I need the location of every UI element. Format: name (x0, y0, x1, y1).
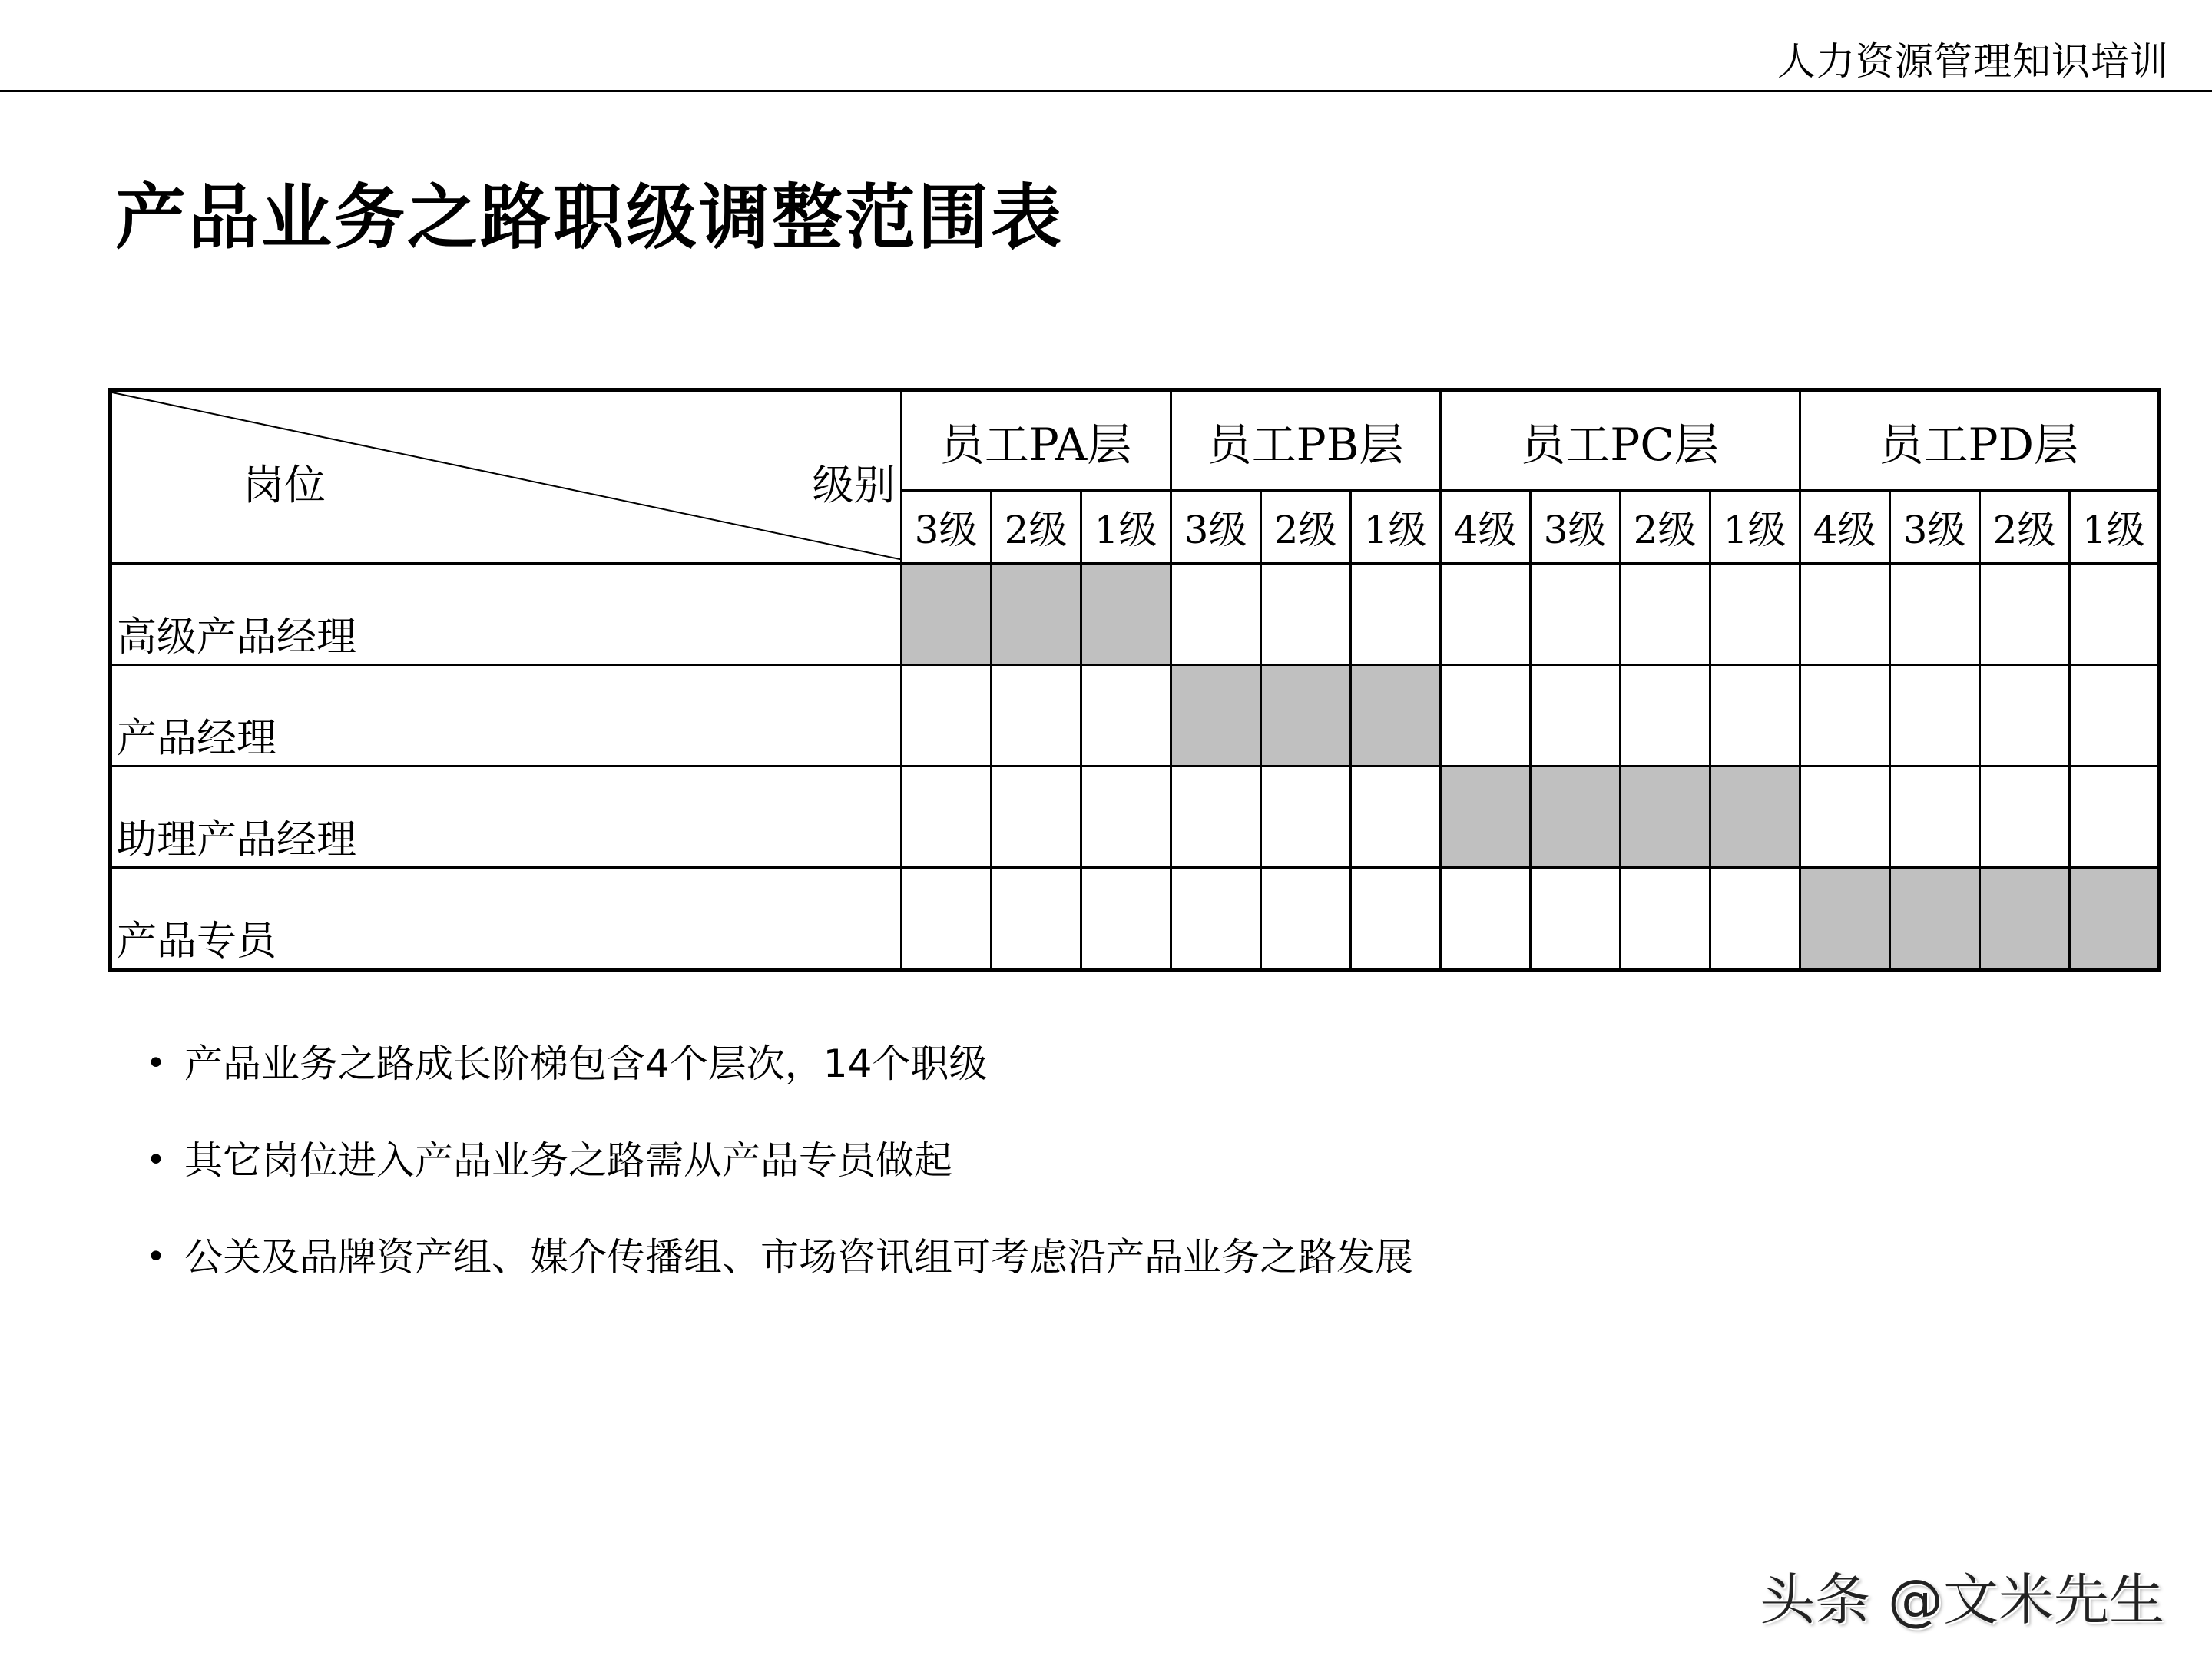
grade-cell-in-range (1171, 665, 1260, 767)
grade-cell (991, 767, 1081, 868)
position-label-cell: 高级产品经理 (110, 564, 901, 665)
table-row (110, 665, 2159, 767)
grade-range-table (108, 388, 2161, 972)
grade-cell (1350, 767, 1440, 868)
grade-cell-in-range (991, 564, 1081, 665)
grade-cell (1081, 665, 1171, 767)
level-header-cell: 2级 (1620, 491, 1710, 564)
corner-level-label: 级别 (812, 461, 896, 509)
grade-cell (1979, 665, 2069, 767)
grade-cell (1260, 767, 1350, 868)
level-header-cell: 4级 (1800, 491, 1889, 564)
band-header-cell: 员工PD层 (1800, 390, 2159, 491)
level-header-cell: 2级 (1979, 491, 2069, 564)
grade-cell (1710, 868, 1800, 971)
position-label-cell: 助理产品经理 (110, 767, 901, 868)
band-header-row (110, 390, 2159, 491)
grade-cell-in-range (1081, 564, 1171, 665)
grade-cell (1530, 665, 1620, 767)
level-header-cell: 2级 (991, 491, 1081, 564)
grade-cell (2069, 767, 2159, 868)
band-header-cell: 员工PC层 (1440, 390, 1800, 491)
grade-cell (991, 665, 1081, 767)
bullet-text: 公关及品牌资产组、媒介传播组、市场咨讯组可考虑沿产品业务之路发展 (184, 1235, 1413, 1280)
bullet-dot-icon: • (146, 1237, 166, 1277)
bullet-text: 其它岗位进入产品业务之路需从产品专员做起 (184, 1138, 952, 1183)
page-title: 产品业务之路职级调整范围表 (115, 177, 1065, 259)
grade-cell (1171, 564, 1260, 665)
corner-diagonal-line (112, 392, 901, 560)
bullet-dot-icon: • (146, 1141, 166, 1180)
grade-cell-in-range (2069, 868, 2159, 971)
grade-cell (1440, 665, 1530, 767)
corner-post-label: 岗位 (243, 461, 326, 509)
grade-cell (991, 868, 1081, 971)
level-header-cell: 1级 (1710, 491, 1800, 564)
grade-cell (1800, 665, 1889, 767)
header-label: 人力资源管理知识培训 (1777, 39, 2169, 84)
grade-cell (1530, 564, 1620, 665)
grade-cell (1979, 564, 2069, 665)
grade-cell-in-range (1710, 767, 1800, 868)
position-label-cell: 产品专员 (110, 868, 901, 971)
grade-cell (1889, 767, 1979, 868)
level-header-cell: 4级 (1440, 491, 1530, 564)
level-header-cell: 3级 (1889, 491, 1979, 564)
band-header-cell: 员工PA层 (901, 390, 1171, 491)
grade-cell (1350, 564, 1440, 665)
grade-cell (1440, 868, 1530, 971)
level-header-cell: 3级 (901, 491, 991, 564)
grade-cell-in-range (1440, 767, 1530, 868)
grade-cell (1889, 564, 1979, 665)
grade-cell-in-range (1979, 868, 2069, 971)
level-header-cell: 2级 (1260, 491, 1350, 564)
level-header-cell: 3级 (1171, 491, 1260, 564)
grade-cell (1620, 564, 1710, 665)
level-header-cell: 1级 (1350, 491, 1440, 564)
grade-cell-in-range (901, 564, 991, 665)
band-header-cell: 员工PB层 (1171, 390, 1440, 491)
grade-cell (2069, 564, 2159, 665)
bullet-item (146, 1041, 1413, 1087)
grade-cell (1350, 868, 1440, 971)
grade-cell (1710, 665, 1800, 767)
grade-cell (901, 665, 991, 767)
grade-cell (901, 767, 991, 868)
grade-cell (1800, 564, 1889, 665)
grade-cell-in-range (1889, 868, 1979, 971)
table-row (110, 868, 2159, 971)
bullet-dot-icon: • (146, 1044, 166, 1083)
level-header-cell: 1级 (1081, 491, 1171, 564)
watermark: 头条 @文米先生 (1760, 1568, 2164, 1632)
grade-cell (1440, 564, 1530, 665)
grade-cell (2069, 665, 2159, 767)
grade-cell (1530, 868, 1620, 971)
grade-cell (1081, 767, 1171, 868)
grade-cell (1081, 868, 1171, 971)
grade-cell-in-range (1260, 665, 1350, 767)
grade-cell (901, 868, 991, 971)
grade-cell (1260, 564, 1350, 665)
grade-cell (1710, 564, 1800, 665)
grade-cell (1171, 767, 1260, 868)
grade-cell (1260, 868, 1350, 971)
bullet-item (146, 1234, 1413, 1280)
grade-cell (1620, 868, 1710, 971)
position-label-cell: 产品经理 (110, 665, 901, 767)
bullet-item (146, 1137, 1413, 1184)
bullet-list (146, 1041, 1413, 1331)
table-row (110, 767, 2159, 868)
grade-cell-in-range (1530, 767, 1620, 868)
level-header-cell: 3级 (1530, 491, 1620, 564)
grade-cell-in-range (1350, 665, 1440, 767)
grade-cell (1171, 868, 1260, 971)
corner-header-cell (110, 390, 901, 564)
level-header-cell: 1级 (2069, 491, 2159, 564)
grade-cell-in-range (1620, 767, 1710, 868)
table-row (110, 564, 2159, 665)
grade-cell (1620, 665, 1710, 767)
grade-cell (1800, 767, 1889, 868)
grade-cell-in-range (1800, 868, 1889, 971)
header-divider (0, 90, 2212, 92)
bullet-text: 产品业务之路成长阶梯包含4个层次，14个职级 (184, 1041, 988, 1086)
grade-cell (1889, 665, 1979, 767)
grade-cell (1979, 767, 2069, 868)
